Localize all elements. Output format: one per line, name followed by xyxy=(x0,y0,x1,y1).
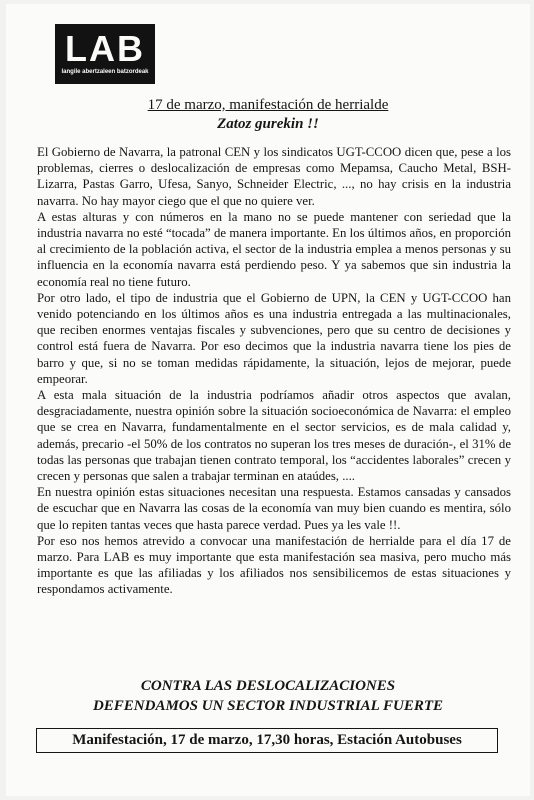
page-subtitle: Zatoz gurekin !! xyxy=(217,116,319,132)
slogan-line: DEFENDAMOS UN SECTOR INDUSTRIAL FUERTE xyxy=(92,698,444,714)
event-details-box: Manifestación, 17 de marzo, 17,30 horas, Estación Autobuses xyxy=(36,728,498,753)
slogan-line: CONTRA LAS DESLOCALIZACIONES xyxy=(140,678,396,694)
paragraph: A esta mala situación de la industria podríamos añadir otros aspectos que avalan, desgraciadamente, nuestra opinión sobre la situación socioeconómica de Navarra: el empleo que se crea en Navarra, fundamentalmente en el sector servicios, es de mala calidad y, además, precario -el 50% de los contratos no superan los tres meses de duración-, el 31% de todas las personas que trabajan tienen contrato temporal, los “accidentes laborales” crecen y crecen y personas que salen a trabajar terminan en ataúdes, .... xyxy=(37,388,511,484)
logo-text: LAB xyxy=(65,28,145,69)
page-title: 17 de marzo, manifestación de herrialde xyxy=(147,97,389,113)
flyer-page xyxy=(6,4,530,796)
paragraph: En nuestra opinión estas situaciones necesitan una respuesta. Estamos cansadas y cansados de escuchar que en Navarra las cosas de la economía van muy bien cuando es mentira, sólo que lo repiten tantas veces que hasta parece verdad. Pues ya les vale !!. xyxy=(37,485,511,532)
logo-subtext: langile abertzaleen batzordeak xyxy=(61,69,149,75)
paragraph: El Gobierno de Navarra, la patronal CEN y los sindicatos UGT-CCOO dicen que, pese a los problemas, cierres o deslocalización de empresas como Mepamsa, Caucho Metal, BSH-Lizarra, Pastas Garro, Ufesa, Sanyo, Schneider Electric, ..., no hay crisis en la industria navarra. No hay mayor ciego que el que no quiere ver. xyxy=(37,145,511,208)
body-text xyxy=(37,144,511,598)
paragraph: Por otro lado, el tipo de industria que el Gobierno de UPN, la CEN y UGT-CCOO han venido potenciando en los últimos años es una industria entregada a las multinacionales, que reciben enormes ventajas fiscales y subvenciones, pero que su centro de decisiones y control está fuera de Navarra. Por eso decimos que la industria navarra tiene los pies de barro y que, si no se toman medidas rápidamente, la situación, lejos de mejorar, puede empeorar. xyxy=(37,290,511,386)
lab-logo xyxy=(55,24,155,84)
paragraph: A estas alturas y con números en la mano no se puede mantener con seriedad que la industria navarra no esté “tocada” de manera importante. En los últimos años, en proporción al crecimiento de la población activa, el sector de la industria emplea a menos personas y su influencia en la economía navarra está perdiendo peso. Y ya sabemos que sin industria la economía real no tiene futuro. xyxy=(37,209,511,289)
slogans xyxy=(6,676,530,716)
paragraph: Por eso nos hemos atrevido a convocar una manifestación de herrialde para el día 17 de marzo. Para LAB es muy importante que esta manifestación sea masiva, pero mucho más importante es que las afiliadas y los afiliados nos sensibilicemos de estas situaciones y respondamos activamente. xyxy=(37,533,511,597)
